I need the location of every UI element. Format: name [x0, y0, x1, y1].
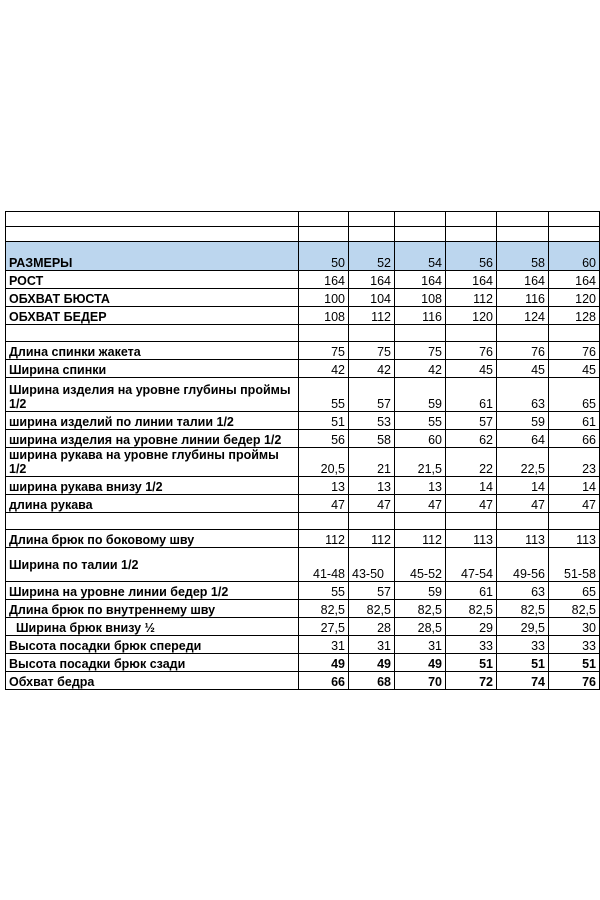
value-cell: 42 — [299, 360, 349, 378]
blank-row — [6, 227, 600, 242]
value-cell: 49 — [349, 654, 395, 672]
value-cell: 30 — [549, 618, 600, 636]
row-label: Ширина спинки — [6, 360, 299, 378]
row-label: Ширина по талии 1/2 — [6, 548, 299, 582]
value-cell: 31 — [395, 636, 446, 654]
value-cell: 45 — [446, 360, 497, 378]
value-cell: 113 — [497, 530, 549, 548]
value-cell: 164 — [395, 271, 446, 289]
value-cell: 51 — [549, 654, 600, 672]
value-cell: 70 — [395, 672, 446, 690]
value-cell: 63 — [497, 378, 549, 412]
sizes-heading: РАЗМЕРЫ — [6, 242, 299, 271]
row-label: длина рукава — [6, 495, 299, 513]
row-label: Длина брюк по боковому шву — [6, 530, 299, 548]
table-row — [6, 430, 600, 448]
value-cell: 113 — [446, 530, 497, 548]
value-cell: 42 — [349, 360, 395, 378]
value-cell: 47 — [349, 495, 395, 513]
table-row — [6, 636, 600, 654]
value-cell: 128 — [549, 307, 600, 325]
value-cell: 56 — [299, 430, 349, 448]
value-cell: 14 — [446, 477, 497, 495]
table-row — [6, 271, 600, 289]
size-cell: 60 — [549, 242, 600, 271]
value-cell: 76 — [549, 672, 600, 690]
value-cell: 112 — [299, 530, 349, 548]
value-cell: 72 — [446, 672, 497, 690]
value-cell: 57 — [349, 582, 395, 600]
size-chart-table — [5, 211, 600, 690]
value-cell: 14 — [497, 477, 549, 495]
blank-row — [6, 325, 600, 342]
row-label: Высота посадки брюк сзади — [6, 654, 299, 672]
table-row — [6, 582, 600, 600]
table-row — [6, 618, 600, 636]
value-cell: 120 — [549, 289, 600, 307]
value-cell: 75 — [299, 342, 349, 360]
value-cell: 28 — [349, 618, 395, 636]
value-cell: 13 — [349, 477, 395, 495]
row-label: ширина рукава внизу 1/2 — [6, 477, 299, 495]
value-cell: 22 — [446, 448, 497, 477]
value-cell: 43-50 — [349, 548, 395, 582]
row-label: ОБХВАТ БЮСТА — [6, 289, 299, 307]
value-cell: 29,5 — [497, 618, 549, 636]
size-header-row — [6, 242, 600, 271]
size-cell: 54 — [395, 242, 446, 271]
table-row — [6, 654, 600, 672]
value-cell: 116 — [497, 289, 549, 307]
row-label: Длина брюк по внутреннему шву — [6, 600, 299, 618]
value-cell: 51 — [497, 654, 549, 672]
value-cell: 47 — [446, 495, 497, 513]
value-cell: 57 — [446, 412, 497, 430]
value-cell: 82,5 — [549, 600, 600, 618]
value-cell: 62 — [446, 430, 497, 448]
value-cell: 29 — [446, 618, 497, 636]
value-cell: 112 — [395, 530, 446, 548]
value-cell: 61 — [549, 412, 600, 430]
value-cell: 68 — [349, 672, 395, 690]
table-row — [6, 600, 600, 618]
value-cell: 45 — [549, 360, 600, 378]
value-cell: 66 — [299, 672, 349, 690]
table-row — [6, 530, 600, 548]
value-cell: 51-58 — [549, 548, 600, 582]
value-cell: 104 — [349, 289, 395, 307]
value-cell: 66 — [549, 430, 600, 448]
row-label: РОСТ — [6, 271, 299, 289]
value-cell: 53 — [349, 412, 395, 430]
value-cell: 51 — [299, 412, 349, 430]
value-cell: 108 — [299, 307, 349, 325]
row-label: Высота посадки брюк спереди — [6, 636, 299, 654]
value-cell: 45-52 — [395, 548, 446, 582]
value-cell: 20,5 — [299, 448, 349, 477]
value-cell: 120 — [446, 307, 497, 325]
value-cell: 21 — [349, 448, 395, 477]
row-label: ширина изделий по линии талии 1/2 — [6, 412, 299, 430]
value-cell: 47 — [497, 495, 549, 513]
value-cell: 100 — [299, 289, 349, 307]
value-cell: 76 — [497, 342, 549, 360]
value-cell: 75 — [349, 342, 395, 360]
row-label: Ширина на уровне линии бедер 1/2 — [6, 582, 299, 600]
table-row — [6, 477, 600, 495]
value-cell: 47 — [299, 495, 349, 513]
row-label: ширина изделия на уровне линии бедер 1/2 — [6, 430, 299, 448]
value-cell: 82,5 — [446, 600, 497, 618]
value-cell: 164 — [299, 271, 349, 289]
row-label: Ширина брюк внизу ½ — [6, 618, 299, 636]
value-cell: 75 — [395, 342, 446, 360]
size-cell: 50 — [299, 242, 349, 271]
table-row — [6, 495, 600, 513]
value-cell: 13 — [299, 477, 349, 495]
value-cell: 59 — [395, 582, 446, 600]
value-cell: 51 — [446, 654, 497, 672]
value-cell: 113 — [549, 530, 600, 548]
value-cell: 164 — [349, 271, 395, 289]
value-cell: 164 — [549, 271, 600, 289]
value-cell: 74 — [497, 672, 549, 690]
value-cell: 28,5 — [395, 618, 446, 636]
value-cell: 49 — [395, 654, 446, 672]
value-cell: 124 — [497, 307, 549, 325]
value-cell: 112 — [349, 530, 395, 548]
table-row — [6, 342, 600, 360]
value-cell: 55 — [299, 582, 349, 600]
value-cell: 116 — [395, 307, 446, 325]
row-label: Длина спинки жакета — [6, 342, 299, 360]
value-cell: 47 — [549, 495, 600, 513]
table-row — [6, 672, 600, 690]
value-cell: 58 — [349, 430, 395, 448]
value-cell: 42 — [395, 360, 446, 378]
value-cell: 82,5 — [299, 600, 349, 618]
value-cell: 65 — [549, 582, 600, 600]
table-row — [6, 360, 600, 378]
value-cell: 82,5 — [497, 600, 549, 618]
value-cell: 33 — [549, 636, 600, 654]
value-cell: 41-48 — [299, 548, 349, 582]
value-cell: 49 — [299, 654, 349, 672]
size-cell: 58 — [497, 242, 549, 271]
blank-row — [6, 212, 600, 227]
size-cell: 56 — [446, 242, 497, 271]
value-cell: 61 — [446, 582, 497, 600]
table-row — [6, 412, 600, 430]
value-cell: 45 — [497, 360, 549, 378]
value-cell: 59 — [395, 378, 446, 412]
value-cell: 82,5 — [349, 600, 395, 618]
size-cell: 52 — [349, 242, 395, 271]
value-cell: 57 — [349, 378, 395, 412]
value-cell: 82,5 — [395, 600, 446, 618]
value-cell: 108 — [395, 289, 446, 307]
table-row — [6, 289, 600, 307]
row-label: ширина рукава на уровне глубины проймы 1/2 — [6, 448, 299, 477]
table-row — [6, 307, 600, 325]
value-cell: 112 — [446, 289, 497, 307]
value-cell: 13 — [395, 477, 446, 495]
row-label: Ширина изделия на уровне глубины проймы 1/2 — [6, 378, 299, 412]
value-cell: 27,5 — [299, 618, 349, 636]
value-cell: 14 — [549, 477, 600, 495]
row-label: ОБХВАТ БЕДЕР — [6, 307, 299, 325]
value-cell: 76 — [446, 342, 497, 360]
value-cell: 55 — [395, 412, 446, 430]
value-cell: 31 — [299, 636, 349, 654]
table-row — [6, 378, 600, 412]
value-cell: 76 — [549, 342, 600, 360]
value-cell: 23 — [549, 448, 600, 477]
table-row — [6, 448, 600, 477]
value-cell: 61 — [446, 378, 497, 412]
table-row — [6, 548, 600, 582]
value-cell: 55 — [299, 378, 349, 412]
value-cell: 59 — [497, 412, 549, 430]
value-cell: 60 — [395, 430, 446, 448]
value-cell: 33 — [497, 636, 549, 654]
value-cell: 64 — [497, 430, 549, 448]
value-cell: 22,5 — [497, 448, 549, 477]
value-cell: 47 — [395, 495, 446, 513]
value-cell: 21,5 — [395, 448, 446, 477]
row-label: Обхват бедра — [6, 672, 299, 690]
blank-row — [6, 513, 600, 530]
value-cell: 63 — [497, 582, 549, 600]
value-cell: 112 — [349, 307, 395, 325]
value-cell: 49-56 — [497, 548, 549, 582]
value-cell: 164 — [497, 271, 549, 289]
value-cell: 33 — [446, 636, 497, 654]
value-cell: 47-54 — [446, 548, 497, 582]
value-cell: 164 — [446, 271, 497, 289]
value-cell: 65 — [549, 378, 600, 412]
value-cell: 31 — [349, 636, 395, 654]
